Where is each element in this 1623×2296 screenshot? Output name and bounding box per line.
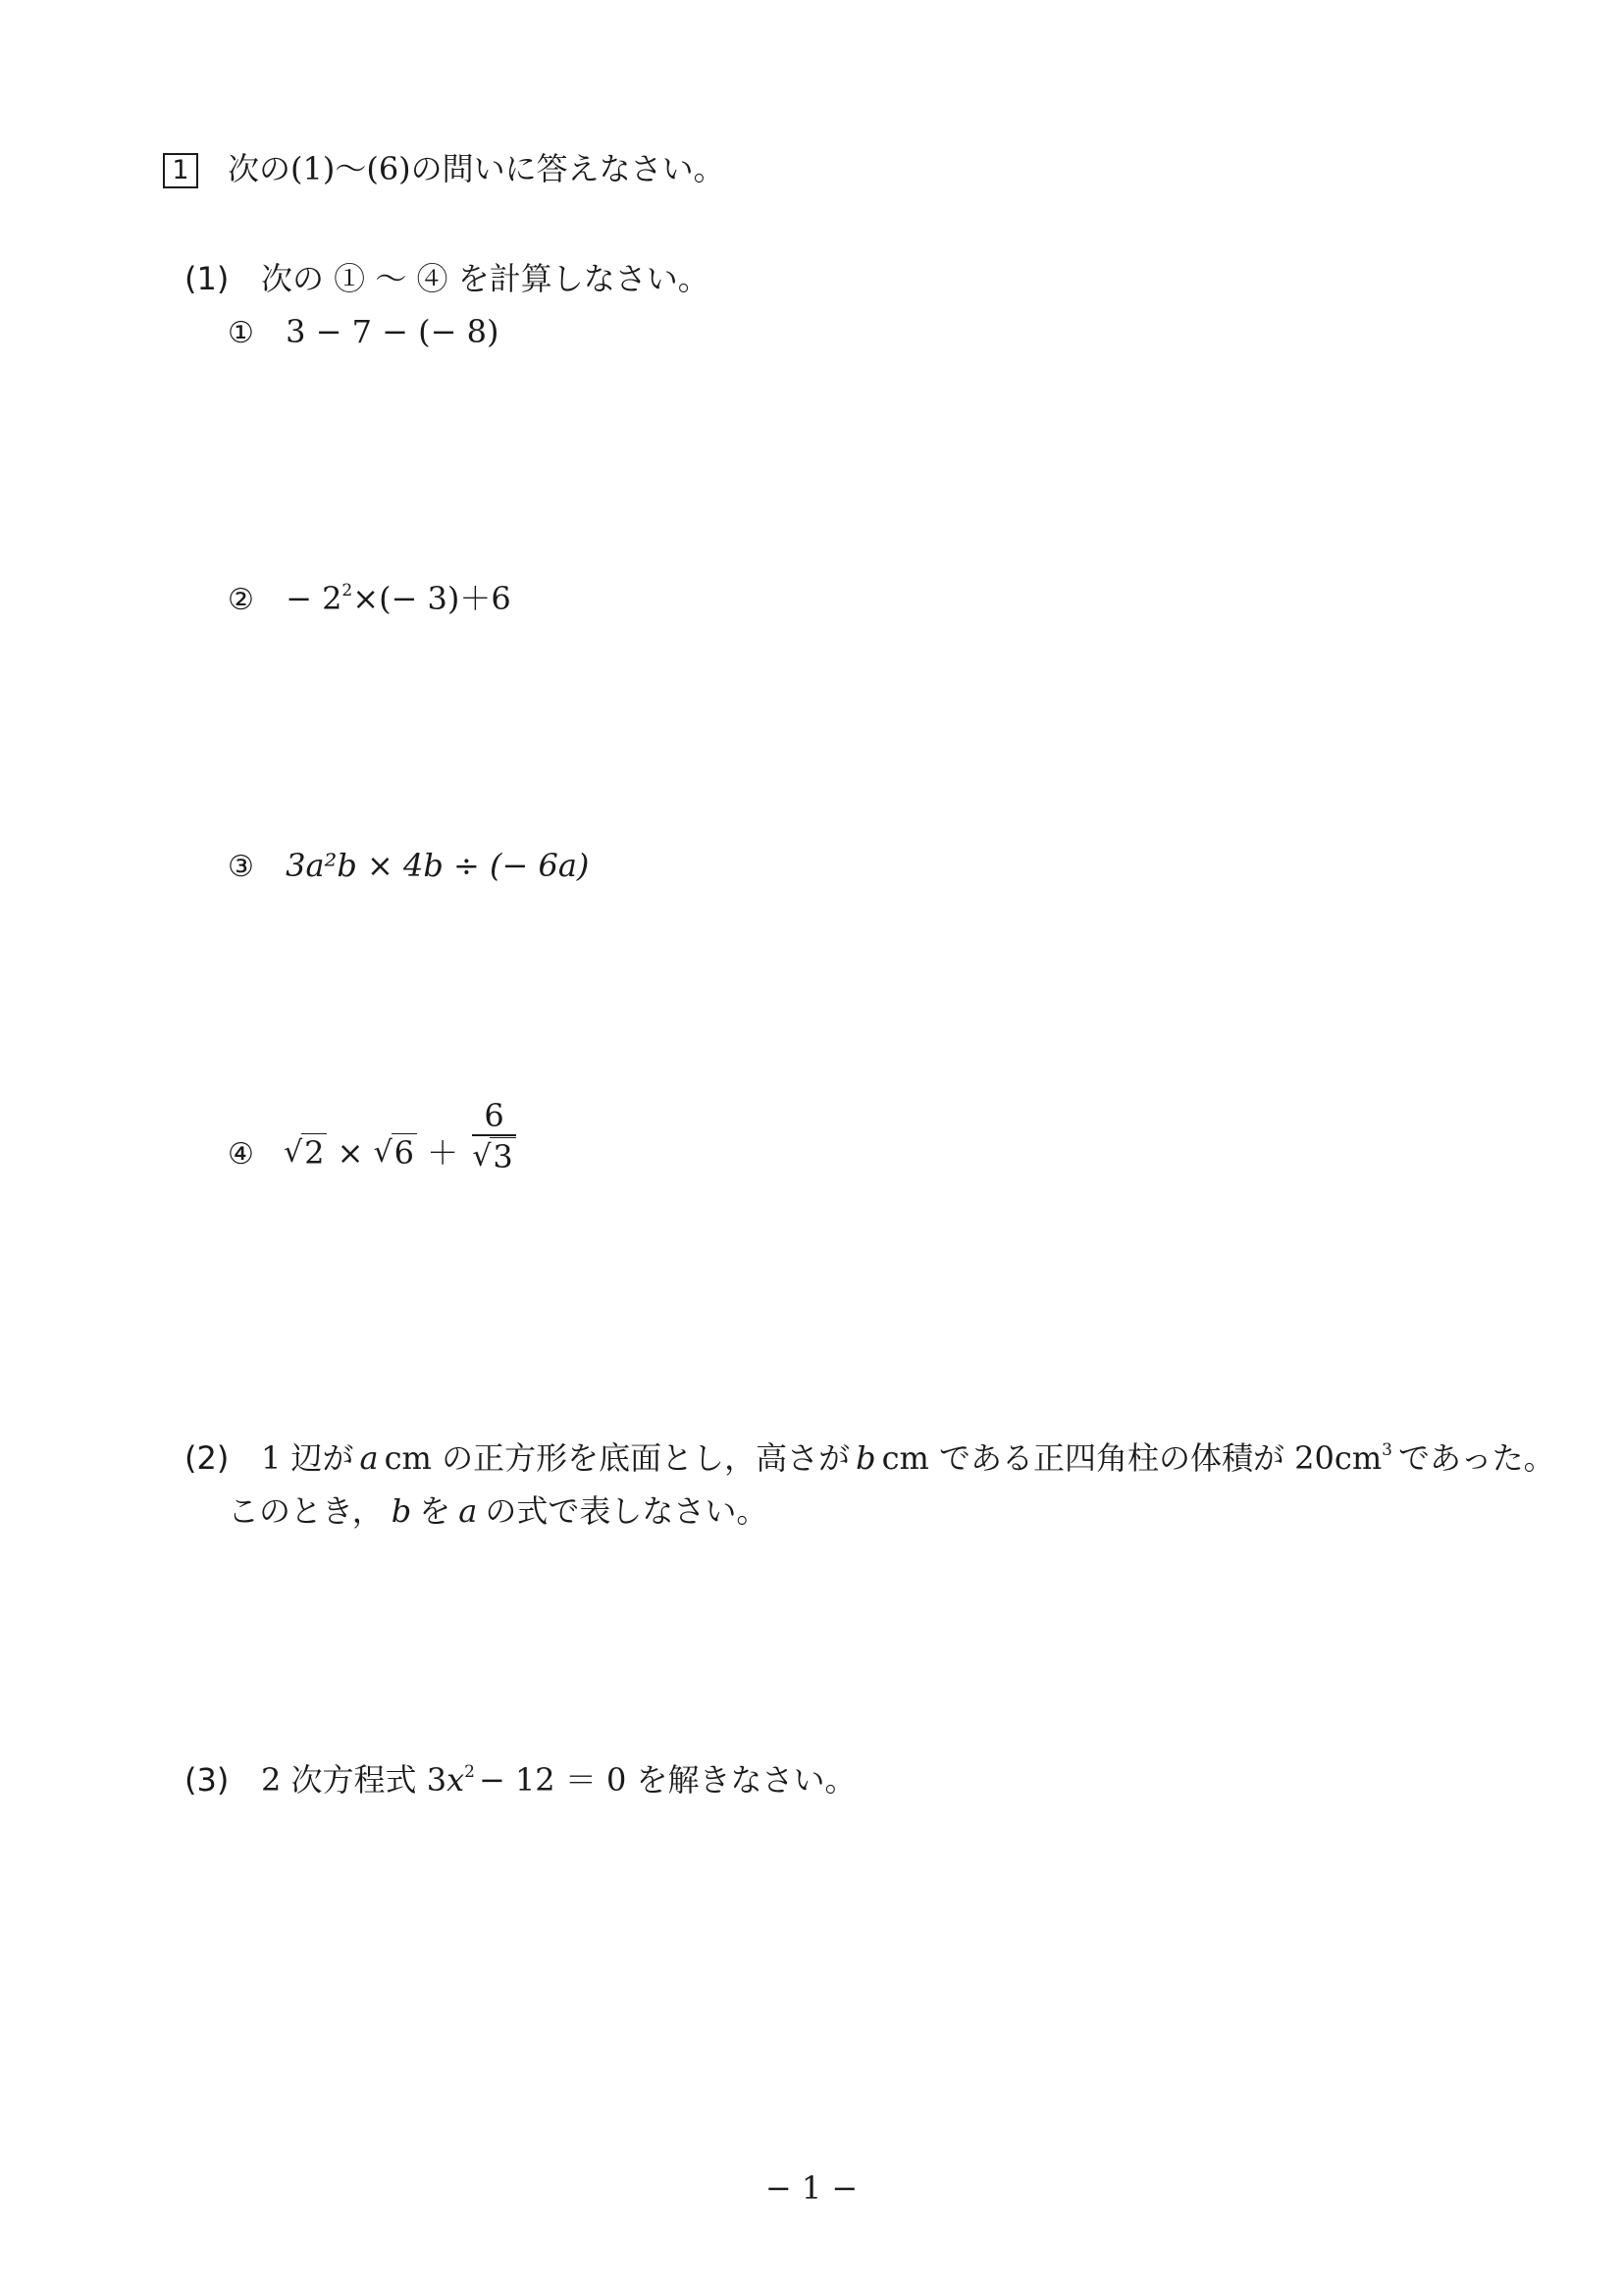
q3-text-1: 2 次方程式 3	[261, 1761, 447, 1799]
circled-3-mark: ③	[228, 850, 254, 884]
q2-text-3: cm である正四角柱の体積が 20cm	[881, 1439, 1383, 1477]
problem-number-box	[163, 153, 198, 188]
q2-text-7: の式で表しなさい。	[485, 1492, 768, 1530]
sqrt-2: √ 2	[284, 1133, 327, 1173]
question-3-text	[261, 1760, 857, 1800]
sqrt-6-radicand: 6	[392, 1133, 417, 1172]
q3-square-exponent: 2	[464, 1762, 475, 1782]
q1-item-2	[228, 579, 511, 620]
problem-instruction: 次の(1)〜(6)の問いに答えなさい。	[228, 150, 725, 187]
question-3-label: (3)	[184, 1761, 230, 1799]
q2-text-2: cm の正方形を底面とし，高さが	[384, 1439, 851, 1477]
q2-cube-exponent: 3	[1382, 1440, 1392, 1460]
times-sign: ×	[337, 1133, 364, 1172]
q3-variable-x: x	[446, 1761, 465, 1799]
question-2-line-2	[228, 1491, 767, 1531]
q1-item-4-expression	[284, 1133, 458, 1173]
q1-item-1	[228, 312, 498, 353]
circled-2-mark: ②	[228, 583, 254, 617]
q1-item-4	[228, 1097, 516, 1177]
plus-sign: ＋	[427, 1133, 459, 1172]
question-1-label: (1)	[184, 260, 230, 297]
q1-item-2-expression	[286, 580, 511, 617]
fraction-6-over-sqrt3	[472, 1097, 515, 1177]
q2-text-6: を	[419, 1492, 451, 1530]
sqrt-3: √ 3	[472, 1136, 515, 1177]
circled-4-mark: ④	[228, 1136, 254, 1172]
fraction-numerator: 6	[484, 1097, 504, 1134]
sqrt-6: √ 6	[374, 1133, 417, 1173]
question-2-line-1	[261, 1438, 1555, 1478]
q2-text-1: 1 辺が	[261, 1439, 354, 1477]
q1-item-3-expression: 3a²b × 4b ÷ (− 6a)	[286, 847, 590, 884]
expr-2-exponent: 2	[341, 581, 353, 600]
sqrt-2-radicand: 2	[301, 1133, 327, 1172]
sqrt-3-radicand: 3	[490, 1137, 515, 1175]
page-number: − 1 −	[764, 2169, 859, 2207]
q2-text-4: であった。	[1398, 1439, 1555, 1477]
expr-2-part-a: − 2	[286, 580, 342, 617]
expr-2-part-b: ×(− 3)＋6	[352, 580, 511, 617]
q3-text-2: − 12 ＝ 0 を解きなさい。	[478, 1761, 857, 1799]
q1-item-3	[228, 846, 589, 887]
circled-1-mark: ①	[228, 316, 254, 350]
q2-variable-a-2: a	[458, 1492, 478, 1530]
question-1-text: 次の ① 〜 ④ を計算しなさい。	[261, 260, 709, 297]
problem-number: 1	[172, 155, 189, 185]
q2-text-5: このとき，	[228, 1492, 384, 1530]
q2-variable-b: b	[856, 1439, 876, 1477]
q2-variable-a: a	[359, 1439, 379, 1477]
q1-item-1-expression: 3 − 7 − (− 8)	[286, 313, 499, 350]
question-2-label: (2)	[184, 1439, 230, 1477]
q2-variable-b-2: b	[391, 1492, 412, 1530]
